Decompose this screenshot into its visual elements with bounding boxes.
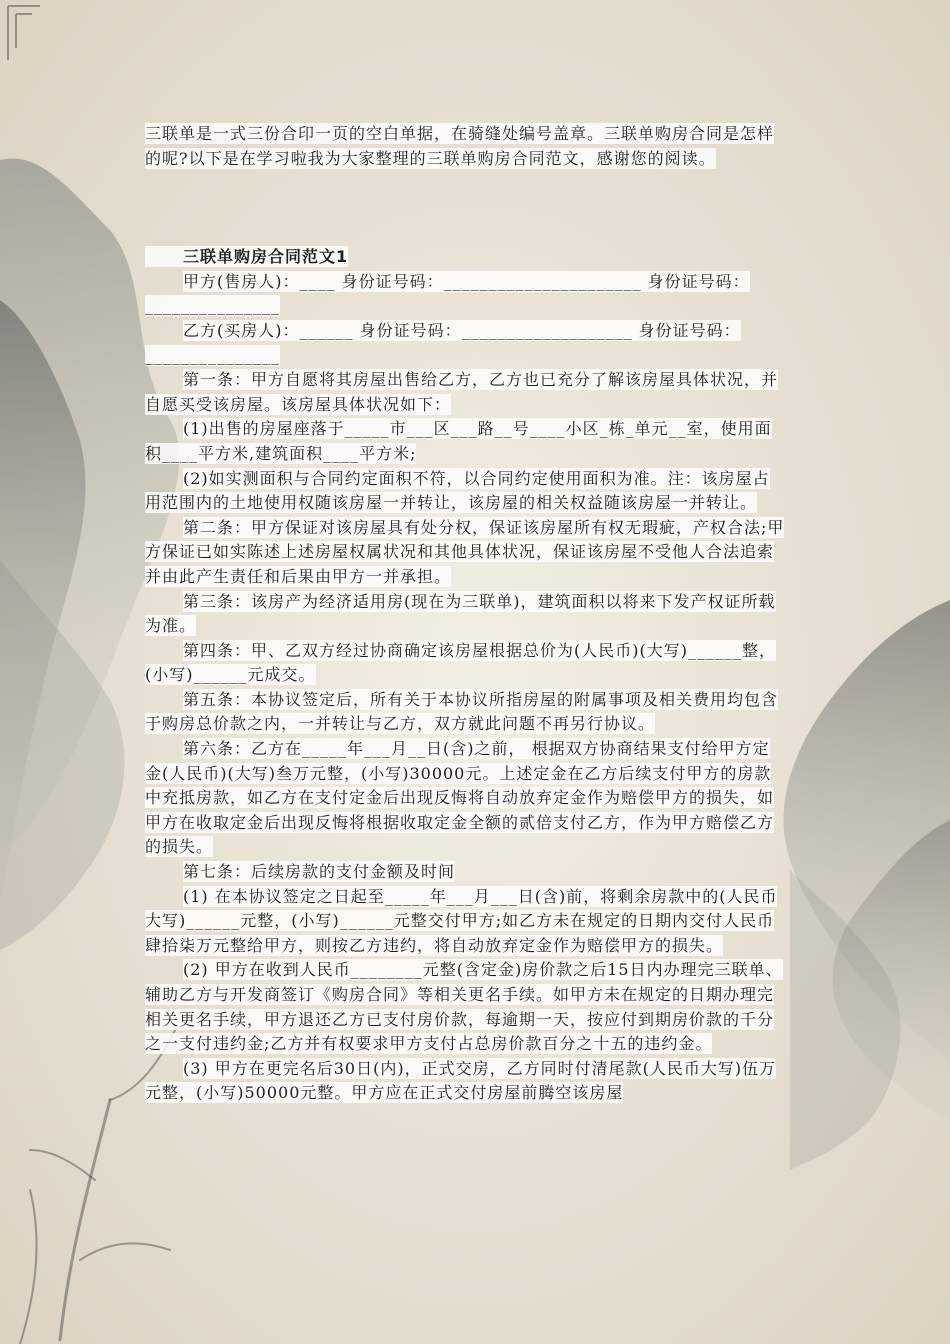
article-7: 第七条：后续房款的支付金额及时间: [183, 862, 456, 882]
party-a-line: 甲方(售房人)：____ 身份证号码：______________________ 身份证号码：_______________: [145, 271, 750, 316]
article-3: 第三条：该房产为经济适用房(现在为三联单)，建筑面积以将来下发产权证所载为准。: [145, 591, 776, 636]
article-6: 第六条：乙方在_____年___月__日(含)之前， 根据双方协商结果支付给甲方定金(人民币)(大写)叁万元整，(小写)30000元。上述定金在乙方后续支付甲方的房款中充抵房款，如乙方在支付定金后出现反悔将自动放弃定金作为赔偿甲方的损失，如甲方在收取定金后出现反悔将根据收取定金全额的贰倍支付乙方，作为甲方赔偿乙方的损失。: [145, 739, 775, 857]
article-1-item-1: (1)出售的房屋座落于_____市___区___路__号____小区_栋_单元__室，使用面积____平方米,建筑面积____平方米;: [145, 419, 772, 463]
party-b-line: 乙方(买房人)：______ 身份证号码：___________________ 身份证号码：_______________: [145, 320, 741, 365]
article-7-item-1: (1) 在本协议签定之日起至_____年___月___日(含)前，将剩余房款中的(人民币大写)______元整，(小写)______元整交付甲方;如乙方未在规定的日期内交付人民币肆拾柒万元整给甲方，则按乙方违约，将自动放弃定金作为赔偿甲方的损失。: [145, 886, 778, 955]
article-4: 第四条：甲、乙双方经过协商确定该房屋根据总价为(人民币)(大写)______整，(小写)______元成交。: [145, 640, 776, 685]
document-body: [145, 122, 785, 1106]
article-2: 第二条：甲方保证对该房屋具有处分权，保证该房屋所有权无瑕疵，产权合法;甲方保证已如实陈述上述房屋权属状况和其他具体状况，保证该房屋不受他人合法追索并由此产生责任和后果由甲方一并承担。: [145, 517, 785, 586]
article-5: 第五条：本协议签定后，所有关于本协议所指房屋的附属事项及相关费用均包含于购房总价款之内，一并转让与乙方，双方就此问题不再另行协议。: [145, 689, 779, 734]
article-7-item-2: (2) 甲方在收到人民币________元整(含定金)房价款之后15日内办理完三联单、辅助乙方与开发商签订《购房合同》等相关更名手续。如甲方未在规定的日期办理完相关更名手续，甲方退还乙方已支付房价款，每逾期一天，按应付到期房价款的千分之一支付违约金;乙方并有权要求甲方支付占总房价款百分之十五的违约金。: [145, 960, 783, 1054]
article-1-item-2: (2)如实测面积与合同约定面积不符，以合同约定使用面积为准。注：该房屋占用范围内的土地使用权随该房屋一并转让，该房屋的相关权益随该房屋一并转让。: [145, 468, 770, 513]
article-1: 第一条：甲方自愿将其房屋出售给乙方，乙方也已充分了解该房屋具体状况，并自愿买受该房屋。该房屋具体状况如下：: [145, 370, 779, 414]
section-heading: 三联单购房合同范文1: [145, 245, 785, 270]
intro-paragraph: 三联单是一式三份合印一页的空白单据，在骑缝处编号盖章。三联单购房合同是怎样的呢?以下是在学习啦我为大家整理的三联单购房合同范文，感谢您的阅读。: [145, 124, 775, 168]
article-7-item-3: (3) 甲方在更完名后30日(内)，正式交房，乙方同时付清尾款(人民币大写)伍万元整，(小写)50000元整。甲方应在正式交付房屋前腾空该房屋: [145, 1058, 777, 1103]
